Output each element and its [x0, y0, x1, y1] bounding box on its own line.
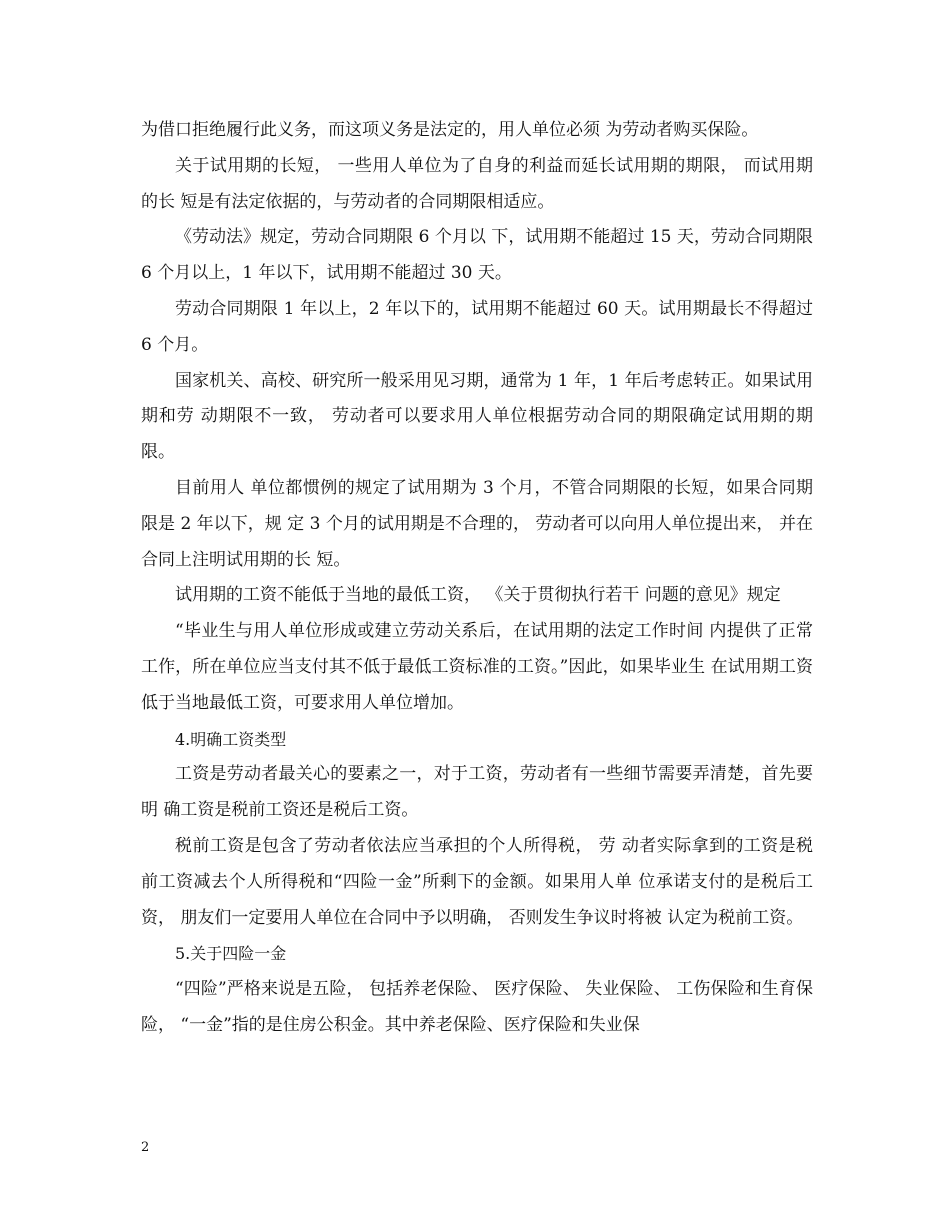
paragraph: “毕业生与用人单位形成或建立劳动关系后，在试用期的法定工作时间 内提供了正常工作，所在单位应当支付其不低于最低工资标准的工资。”因此，如果毕业生 在试用期工资低于当地最低工资，可要求用人单位增加。 [141, 621, 813, 713]
paragraph: 国家机关、高校、研究所一般采用见习期，通常为 1 年，1 年后考虑转正。如果试用期和劳 动期限不一致， 劳动者可以要求用人单位根据劳动合同的期限确定试用期的期限。 [141, 370, 813, 463]
paragraph: 劳动合同期限 1 年以上，2 年以下的，试用期不能超过 60 天。试用期最长不得超过 6 个月。 [141, 298, 819, 355]
page-number: 2 [141, 1140, 150, 1155]
paragraph: 关于试用期的长短， 一些用人单位为了自身的利益而延长试用期的期限， 而试用期的长 短是有法定依据的，与劳动者的合同期限相适应。 [141, 155, 813, 212]
paragraph: 《劳动法》规定，劳动合同期限 6 个月以 下，试用期不能超过 15 天，劳动合同期限 6 个月以上，1 年以下，试用期不能超过 30 天。 [141, 227, 819, 284]
paragraph: 为借口拒绝履行此义务，而这项义务是法定的，用人单位必须 为劳动者购买保险。 [141, 120, 759, 140]
section-heading: 5.关于四险一金 [175, 944, 287, 964]
paragraph: “四险”严格来说是五险， 包括养老保险、 医疗保险、 失业保险、 工伤保险和生育保险， “一金”指的是住房公积金。其中养老保险、医疗保险和失业保 [141, 979, 813, 1035]
paragraph: 试用期的工资不能低于当地的最低工资， 《关于贯彻执行若干 问题的意见》规定 [175, 585, 781, 606]
page-body [141, 113, 819, 1044]
paragraph: 工资是劳动者最关心的要素之一，对于工资，劳动者有一些细节需要弄清楚，首先要明 确工资是税前工资还是税后工资。 [141, 764, 813, 821]
paragraph: 税前工资是包含了劳动者依法应当承担的个人所得税， 劳 动者实际拿到的工资是税前工资减去个人所得税和“四险一金”所剩下的金额。如果用人单 位承诺支付的是税后工资， 朋友们一定要用人单位在合同中予以明确， 否则发生争议时将被 认定为税前工资。 [141, 835, 813, 928]
section-heading: 4.明确工资类型 [175, 729, 287, 749]
paragraph: 目前用人 单位都惯例的规定了试用期为 3 个月，不管合同期限的长短，如果合同期限是 2 年以下，规 定 3 个月的试用期是不合理的， 劳动者可以向用人单位提出来， 并在合同上注明试用期的长 短。 [141, 477, 813, 570]
